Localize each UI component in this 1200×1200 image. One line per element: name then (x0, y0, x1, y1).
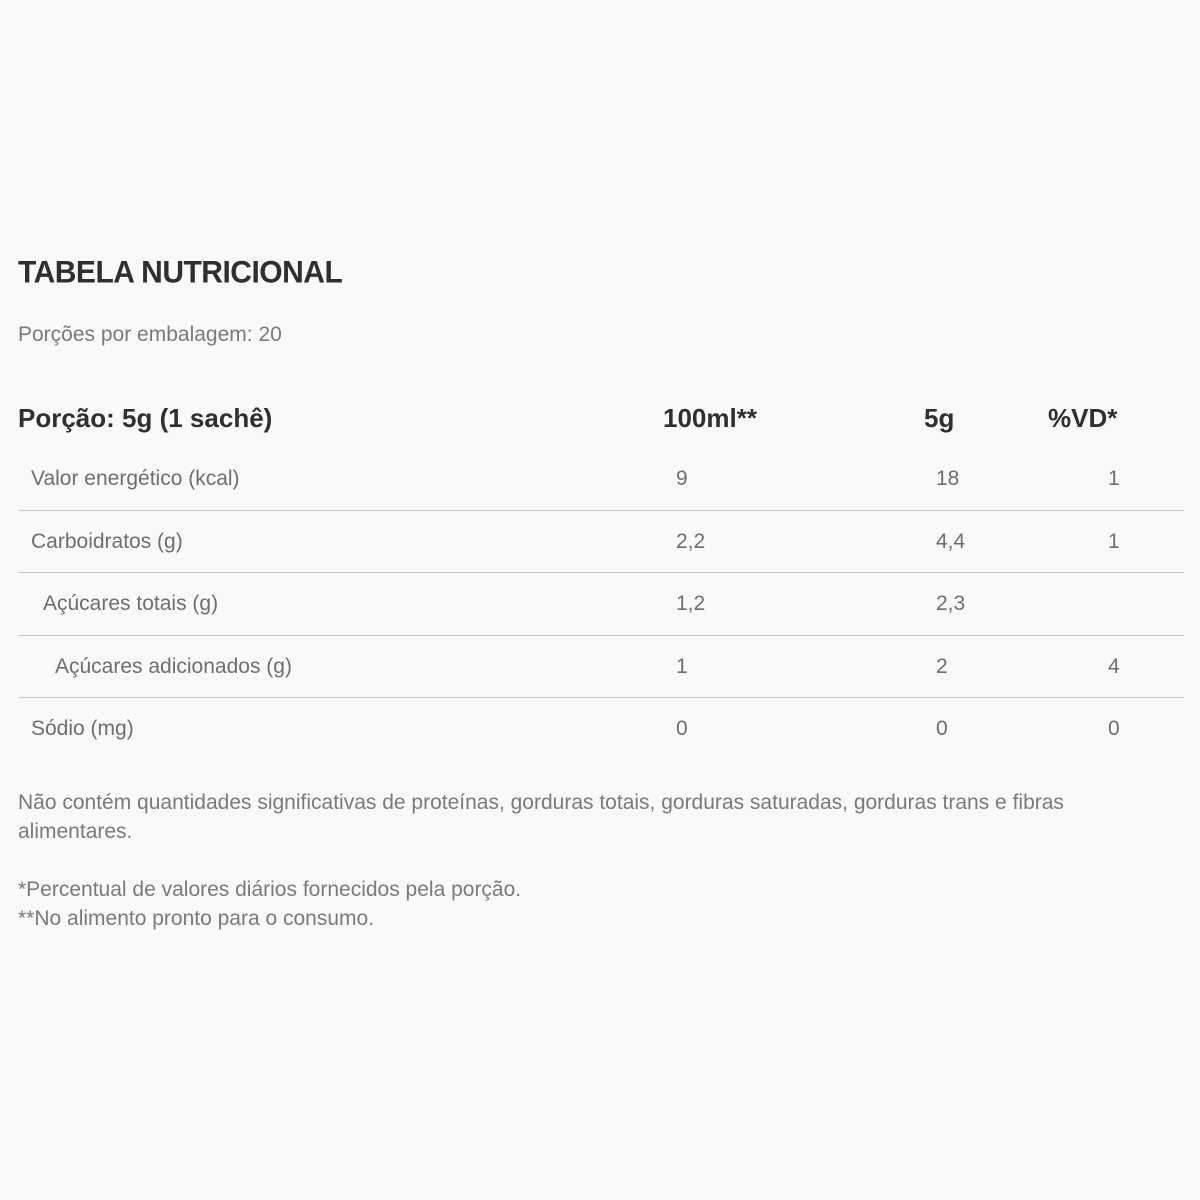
value-per-5g: 2,3 (936, 592, 966, 615)
value-per-5g: 4,4 (936, 529, 966, 553)
nutrient-name: Açúcares totais (g) (43, 592, 219, 615)
nutrient-name: Sódio (mg) (31, 717, 134, 740)
value-per-5g: 0 (936, 717, 948, 740)
value-vd: 4 (1108, 654, 1120, 678)
servings-per-package: Porções por embalagem: 20 (18, 323, 282, 346)
footnote-ready-to-consume: **No alimento pronto para o consumo. (18, 906, 375, 930)
value-per-100ml: 1,2 (676, 592, 706, 615)
value-per-100ml: 1 (676, 654, 688, 678)
nutrient-name: Carboidratos (g) (31, 529, 183, 553)
table-row (18, 636, 1184, 699)
value-vd: 0 (1108, 717, 1120, 740)
table-row (18, 448, 1184, 511)
header-portion: Porção: 5g (1 sachê) (18, 403, 273, 433)
table-header-row (18, 398, 1184, 438)
page-title: TABELA NUTRICIONAL (18, 255, 343, 291)
value-per-5g: 2 (936, 654, 948, 678)
table-row (18, 698, 1184, 761)
value-per-5g: 18 (936, 467, 960, 490)
header-vd: %VD* (1048, 403, 1118, 433)
value-per-100ml: 9 (676, 467, 688, 490)
footnotes (18, 875, 1184, 933)
header-per-5g: 5g (924, 403, 955, 433)
nutrient-name: Valor energético (kcal) (31, 467, 240, 490)
nutrition-facts-panel (18, 254, 1184, 933)
value-per-100ml: 0 (676, 717, 688, 740)
footnote-vd: *Percentual de valores diários fornecidos pela porção. (18, 877, 522, 901)
value-vd: 1 (1108, 467, 1120, 490)
nutrient-name: Açúcares adicionados (g) (55, 654, 292, 678)
table-row (18, 573, 1184, 636)
value-vd: 1 (1108, 529, 1120, 553)
table-row (18, 511, 1184, 574)
nutrition-table (18, 398, 1184, 761)
value-per-100ml: 2,2 (676, 529, 706, 553)
header-per-100ml: 100ml** (663, 403, 757, 433)
not-significant-note: Não contém quantidades significativas de proteínas, gorduras totais, gorduras saturadas, gorduras trans e fibras alimentares. (18, 790, 1064, 843)
